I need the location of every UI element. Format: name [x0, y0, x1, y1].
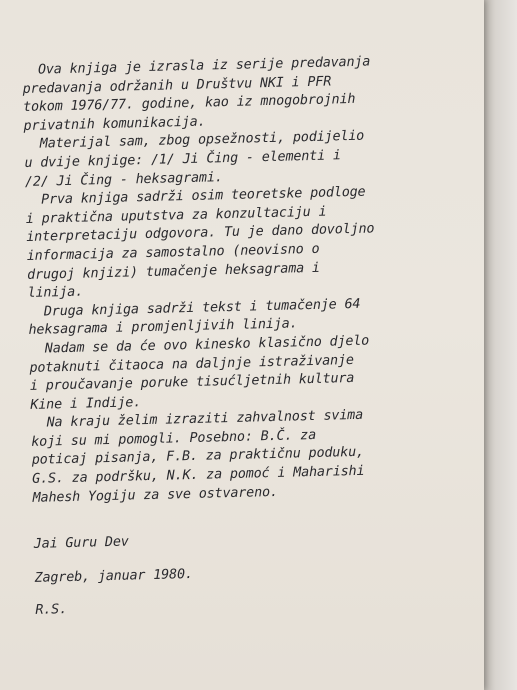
- signature-place-date: Zagreb, januar 1980.: [34, 567, 194, 587]
- paragraph-hope: [29, 330, 481, 415]
- text-line: informacija za samostalno (neovisno o: [26, 241, 320, 264]
- text-line: i proučavanje poruke tisućljetnih kultura: [29, 371, 355, 394]
- text-line: /2/ Ji Čing - heksagrami.: [24, 169, 223, 190]
- text-line: interpretaciju odgovora. Tu je dano dovoljno: [26, 221, 375, 246]
- signature-block: [34, 525, 486, 622]
- text-line: poticaj pisanja, F.B. za praktičnu poduku,: [31, 445, 365, 469]
- text-line: Ova knjiga je izrasla iz serije predavanja: [22, 54, 371, 78]
- text-line: Materijal sam, zbog opsežnosti, podijelio: [23, 129, 365, 153]
- text-line: privatnih komunikacija.: [23, 114, 206, 134]
- signature-greeting: Jai Guru Dev: [33, 534, 129, 553]
- text-line: Kine i Indije.: [30, 394, 142, 413]
- paragraph-first-book: [25, 181, 478, 304]
- text-line: Druga knjiga sadrži tekst i tumačenje 64: [27, 296, 361, 320]
- text-line: koji su mi pomogli. Posebno: B.Č. za: [31, 427, 317, 450]
- preface-text: [22, 51, 486, 622]
- text-line: heksagrama i promjenljivih linija.: [28, 316, 298, 339]
- text-line: u dvije knjige: /1/ Ji Čing - elementi i: [24, 148, 342, 171]
- text-line: Mahesh Yogiju za sve ostvareno.: [32, 484, 279, 506]
- paragraph-origin: [22, 51, 474, 136]
- text-line: Na kraju želim izraziti zahvalnost svima: [30, 408, 364, 432]
- paragraph-thanks: [31, 404, 483, 508]
- text-line: i praktična uputstva za konzultaciju i: [25, 204, 327, 227]
- text-line: G.S. za podršku, N.K. za pomoć i Maharishi: [32, 463, 365, 487]
- text-line: predavanja održanih u Društvu NKI i PFR: [22, 74, 332, 97]
- page-edge: [484, 0, 517, 690]
- text-line: Nadam se da će ovo kinesko klasično djelo: [28, 333, 370, 357]
- signature-initials: R.S.: [35, 602, 68, 619]
- text-line: Prva knjiga sadrži osim teoretske podloge: [25, 184, 366, 209]
- text-line: potaknuti čitaoca na daljnje istraživanje: [29, 352, 354, 376]
- text-line: drugoj knjizi) tumačenje heksagrama i: [27, 260, 321, 283]
- text-line: tokom 1976/77. godine, kao iz mnogobrojnih: [22, 92, 356, 116]
- text-line: linija.: [27, 284, 84, 302]
